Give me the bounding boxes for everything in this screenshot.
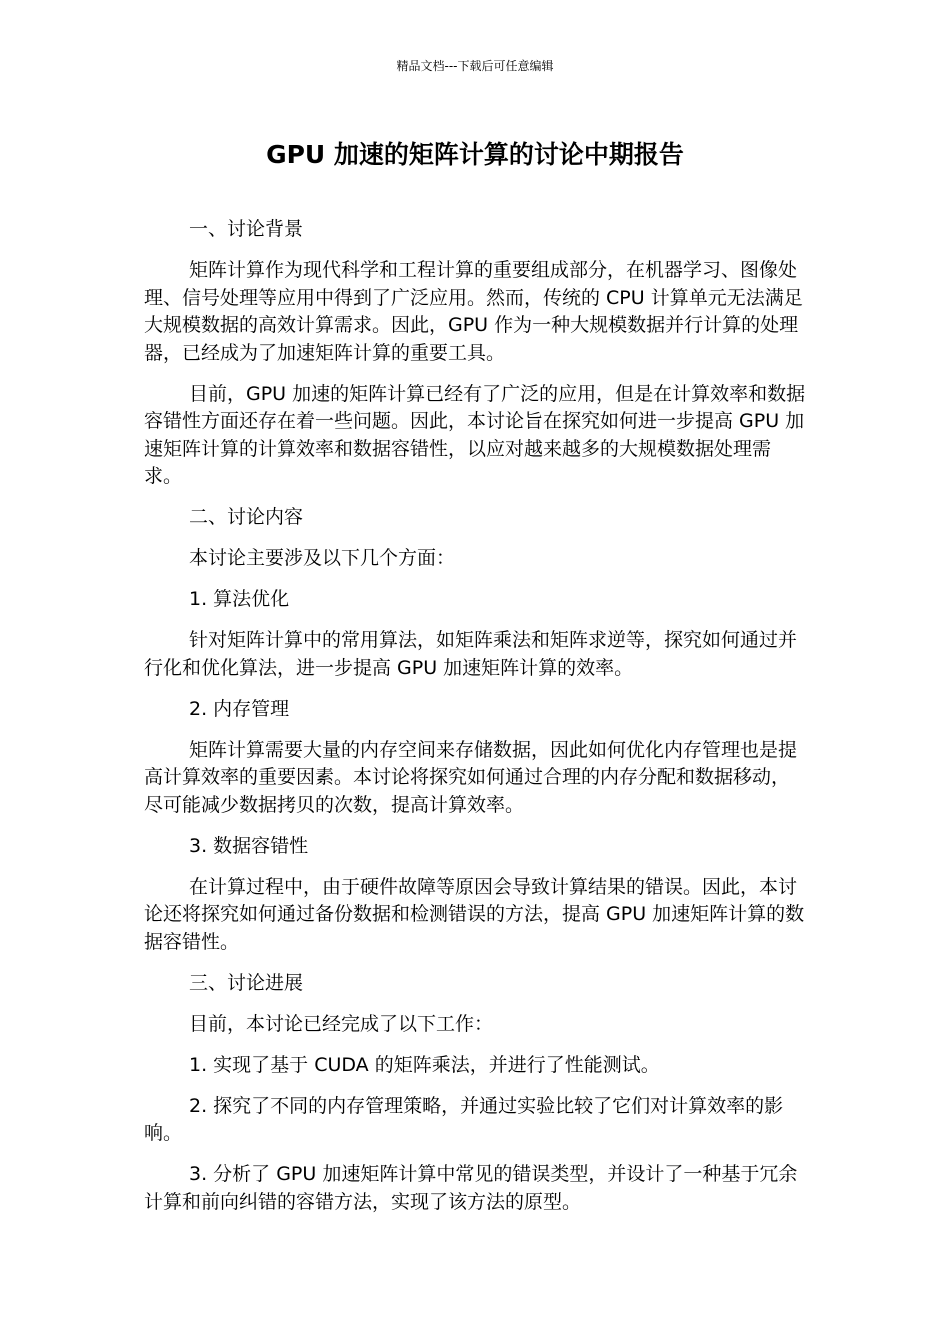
section-heading-progress: 三、讨论进展: [189, 971, 304, 994]
subheading-fault-tolerance: 3. 数据容错性: [189, 834, 309, 857]
list-item: 3. 分析了 GPU 加速矩阵计算中常见的错误类型，并设计了一种基于冗余计算和前向纠错的容错方法，实现了该方法的原型。: [144, 1163, 798, 1213]
paragraph: 目前，GPU 加速的矩阵计算已经有了广泛的应用，但是在计算效率和数据容错性方面还存在着一些问题。因此，本讨论旨在探究如何进一步提高 GPU 加速矩阵计算的计算效率和数据容错性，以应对越来越多的大规模数据处理需求。: [144, 382, 806, 487]
paragraph: 目前，本讨论已经完成了以下工作：: [189, 1012, 494, 1035]
document-body: [144, 216, 806, 1230]
subheading-memory: 2. 内存管理: [189, 697, 290, 720]
paragraph: 针对矩阵计算中的常用算法，如矩阵乘法和矩阵求逆等，探究如何通过并行化和优化算法，进一步提高 GPU 加速矩阵计算的效率。: [144, 629, 798, 679]
list-item: 2. 探究了不同的内存管理策略，并通过实验比较了它们对计算效率的影响。: [144, 1094, 784, 1144]
page-header: 精品文档---下载后可任意编辑: [396, 59, 554, 73]
list-item: 1. 实现了基于 CUDA 的矩阵乘法，并进行了性能测试。: [189, 1053, 660, 1076]
document-title: GPU 加速的矩阵计算的讨论中期报告: [266, 140, 684, 169]
paragraph: 矩阵计算作为现代科学和工程计算的重要组成部分，在机器学习、图像处理、信号处理等应用中得到了广泛应用。然而，传统的 CPU 计算单元无法满足大规模数据的高效计算需求。因此，GPU 作为一种大规模数据并行计算的处理器，已经成为了加速矩阵计算的重要工具。: [144, 259, 803, 364]
paragraph: 在计算过程中，由于硬件故障等原因会导致计算结果的错误。因此，本讨论还将探究如何通过备份数据和检测错误的方法，提高 GPU 加速矩阵计算的数据容错性。: [144, 875, 805, 953]
paragraph: 本讨论主要涉及以下几个方面：: [189, 547, 456, 569]
subheading-algorithm: 1. 算法优化: [189, 588, 290, 610]
paragraph: 矩阵计算需要大量的内存空间来存储数据，因此如何优化内存管理也是提高计算效率的重要因素。本讨论将探究如何通过合理的内存分配和数据移动，尽可能减少数据拷贝的次数，提高计算效率。: [144, 738, 798, 816]
section-heading-background: 一、讨论背景: [189, 218, 304, 240]
section-heading-content: 二、讨论内容: [189, 506, 304, 528]
